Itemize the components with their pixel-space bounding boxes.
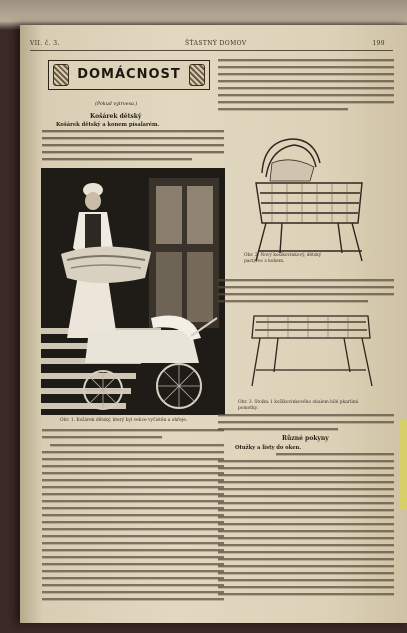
ornament-left-icon xyxy=(53,64,69,86)
right-column-text-top xyxy=(218,55,394,125)
photo-nurse-with-pram xyxy=(41,168,225,415)
header-rule xyxy=(30,50,393,51)
left-column-text-bottom xyxy=(42,427,224,605)
page-number: 199 xyxy=(372,40,385,47)
right-column-text-bottom xyxy=(218,453,394,608)
article-lead-heading: Košárek dětský a konem písalarém. xyxy=(56,122,160,128)
running-head-center: ŠŤASTNÝ DOMOV xyxy=(185,40,247,47)
article-title: Košárek dětský xyxy=(90,113,142,120)
misc-heading: Různé pokyny xyxy=(282,435,329,442)
book-page xyxy=(20,25,407,623)
right-column-text-mid xyxy=(218,277,394,307)
photo-caption: Obr. 1. Košárek dětský, který byl velice vyčistěn a ohřeje. xyxy=(60,418,188,423)
figure-2-caption: Obr. 2. Nový košíkovinkový, dětský pastýřec s koňem. xyxy=(244,253,322,264)
subtitle: (Pokud vytrvesa.) xyxy=(95,102,138,107)
section-title: DOMÁCNOST xyxy=(77,67,181,82)
figure-bassinet xyxy=(242,133,372,263)
ornament-right-icon xyxy=(189,64,205,86)
section-banner xyxy=(48,60,210,90)
running-head-left: VII. č. 3. xyxy=(30,40,60,47)
figure-3-caption: Obr. 3. Stolku 1 košíkovinkového obalem bílé pkarlimi pomotky. xyxy=(238,400,359,411)
figure-stool xyxy=(238,308,378,398)
right-column-text-after-fig3 xyxy=(218,412,394,432)
left-column-text-top xyxy=(42,129,224,165)
misc-subheading: Otužky a listy do oken. xyxy=(235,445,302,451)
page-tab-marker xyxy=(399,420,407,510)
